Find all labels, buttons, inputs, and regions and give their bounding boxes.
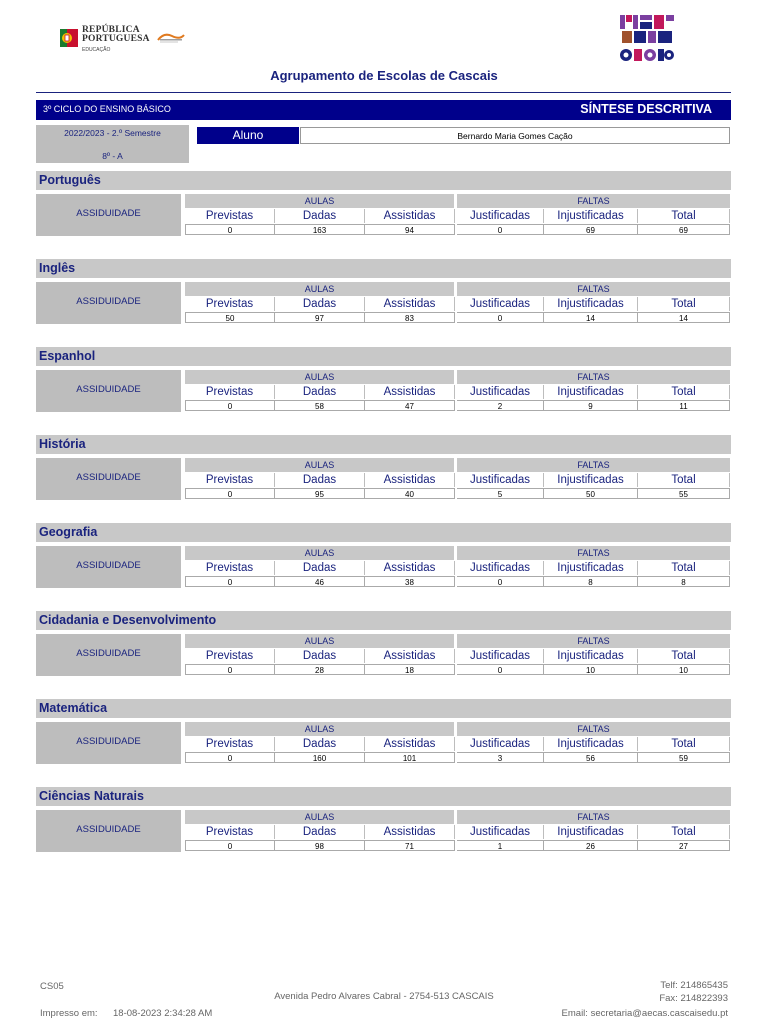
value-injustificadas: 56: [544, 752, 638, 763]
class-name: 8º - A: [102, 151, 123, 161]
subject-header: [36, 435, 731, 454]
value-justificadas: 1: [457, 840, 544, 851]
column-header-previstas: Previstas: [185, 473, 275, 487]
subject-header: [36, 699, 731, 718]
value-dadas: 163: [275, 224, 365, 235]
value-injustificadas: 69: [544, 224, 638, 235]
column-header-total: Total: [638, 737, 730, 751]
column-header-dadas: Dadas: [275, 825, 365, 839]
column-header-assistidas: Assistidas: [365, 649, 455, 663]
column-header-injustificadas: Injustificadas: [544, 385, 638, 399]
subject-name: História: [39, 437, 86, 451]
subject-header: [36, 347, 731, 366]
column-header-justificadas: Justificadas: [457, 649, 544, 663]
column-header-injustificadas: Injustificadas: [544, 209, 638, 223]
value-previstas: 50: [185, 312, 275, 323]
value-justificadas: 5: [457, 488, 544, 499]
school-phone: Telf: 214865435: [660, 980, 728, 991]
value-previstas: 0: [185, 752, 275, 763]
column-header-justificadas: Justificadas: [457, 825, 544, 839]
attendance-label-cell: [36, 282, 181, 324]
value-previstas: 0: [185, 840, 275, 851]
classes-group-header: AULAS: [185, 810, 454, 824]
value-justificadas: 0: [457, 312, 544, 323]
value-total: 59: [638, 752, 730, 763]
value-assistidas: 71: [365, 840, 455, 851]
attendance-label-cell: [36, 634, 181, 676]
printed-date: 18-08-2023 2:34:28 AM: [113, 1008, 213, 1019]
value-justificadas: 0: [457, 224, 544, 235]
column-header-dadas: Dadas: [275, 209, 365, 223]
partner-logo-icon: [156, 30, 186, 44]
value-injustificadas: 50: [544, 488, 638, 499]
value-injustificadas: 8: [544, 576, 638, 587]
attendance-label-cell: [36, 546, 181, 588]
column-header-previstas: Previstas: [185, 385, 275, 399]
value-justificadas: 0: [457, 664, 544, 675]
column-header-dadas: Dadas: [275, 561, 365, 575]
column-header-assistidas: Assistidas: [365, 385, 455, 399]
attendance-label: ASSIDUIDADE: [76, 208, 141, 219]
value-previstas: 0: [185, 488, 275, 499]
absences-group-header: FALTAS: [457, 194, 730, 208]
column-header-justificadas: Justificadas: [457, 561, 544, 575]
column-header-total: Total: [638, 649, 730, 663]
column-header-assistidas: Assistidas: [365, 737, 455, 751]
column-header-justificadas: Justificadas: [457, 473, 544, 487]
column-header-injustificadas: Injustificadas: [544, 561, 638, 575]
value-assistidas: 101: [365, 752, 455, 763]
value-dadas: 46: [275, 576, 365, 587]
value-previstas: 0: [185, 576, 275, 587]
value-dadas: 98: [275, 840, 365, 851]
value-assistidas: 83: [365, 312, 455, 323]
column-header-previstas: Previstas: [185, 297, 275, 311]
government-logo: [60, 25, 210, 57]
value-assistidas: 94: [365, 224, 455, 235]
value-dadas: 160: [275, 752, 365, 763]
value-total: 11: [638, 400, 730, 411]
value-justificadas: 3: [457, 752, 544, 763]
attendance-label: ASSIDUIDADE: [76, 736, 141, 747]
value-injustificadas: 10: [544, 664, 638, 675]
column-header-justificadas: Justificadas: [457, 385, 544, 399]
value-total: 55: [638, 488, 730, 499]
column-header-injustificadas: Injustificadas: [544, 649, 638, 663]
column-header-assistidas: Assistidas: [365, 209, 455, 223]
value-previstas: 0: [185, 664, 275, 675]
school-logo-icon: [618, 13, 676, 67]
column-header-assistidas: Assistidas: [365, 473, 455, 487]
column-header-assistidas: Assistidas: [365, 561, 455, 575]
classes-group-header: AULAS: [185, 722, 454, 736]
column-header-dadas: Dadas: [275, 649, 365, 663]
attendance-label: ASSIDUIDADE: [76, 560, 141, 571]
value-dadas: 97: [275, 312, 365, 323]
value-injustificadas: 9: [544, 400, 638, 411]
attendance-label-cell: [36, 370, 181, 412]
page-title: Agrupamento de Escolas de Cascais: [270, 68, 498, 83]
subject-name: Português: [39, 173, 101, 187]
absences-group-header: FALTAS: [457, 370, 730, 384]
column-header-dadas: Dadas: [275, 473, 365, 487]
value-dadas: 58: [275, 400, 365, 411]
ministry-label: EDUCAÇÃO: [82, 47, 111, 53]
subject-header: [36, 171, 731, 190]
school-level: 3º CICLO DO ENSINO BÁSICO: [43, 104, 171, 114]
column-header-justificadas: Justificadas: [457, 737, 544, 751]
value-justificadas: 2: [457, 400, 544, 411]
portuguese-emblem-icon: [60, 27, 78, 49]
printed-label: Impresso em:: [40, 1008, 98, 1019]
school-fax: Fax: 214822393: [659, 993, 728, 1004]
absences-group-header: FALTAS: [457, 546, 730, 560]
title-divider: [36, 92, 731, 93]
value-assistidas: 40: [365, 488, 455, 499]
report-header-bar: [36, 100, 731, 120]
attendance-label-cell: [36, 722, 181, 764]
subject-name: Inglês: [39, 261, 76, 275]
attendance-label: ASSIDUIDADE: [76, 648, 141, 659]
classes-group-header: AULAS: [185, 282, 454, 296]
subject-name: Espanhol: [39, 349, 96, 363]
absences-group-header: FALTAS: [457, 282, 730, 296]
column-header-previstas: Previstas: [185, 649, 275, 663]
value-total: 8: [638, 576, 730, 587]
absences-group-header: FALTAS: [457, 458, 730, 472]
column-header-dadas: Dadas: [275, 297, 365, 311]
value-total: 14: [638, 312, 730, 323]
period-info: [36, 125, 189, 163]
column-header-total: Total: [638, 825, 730, 839]
subject-header: [36, 611, 731, 630]
value-assistidas: 47: [365, 400, 455, 411]
classes-group-header: AULAS: [185, 634, 454, 648]
absences-group-header: FALTAS: [457, 634, 730, 648]
school-year: 2022/2023 - 2.º Semestre: [64, 128, 161, 138]
value-total: 10: [638, 664, 730, 675]
classes-group-header: AULAS: [185, 546, 454, 560]
value-injustificadas: 14: [544, 312, 638, 323]
value-injustificadas: 26: [544, 840, 638, 851]
column-header-injustificadas: Injustificadas: [544, 473, 638, 487]
subject-name: Cidadania e Desenvolvimento: [39, 613, 217, 627]
attendance-label-cell: [36, 810, 181, 852]
school-address: Avenida Pedro Alvares Cabral - 2754-513 CASCAIS: [274, 991, 494, 1002]
subject-name: Ciências Naturais: [39, 789, 144, 803]
classes-group-header: AULAS: [185, 370, 454, 384]
column-header-dadas: Dadas: [275, 385, 365, 399]
column-header-justificadas: Justificadas: [457, 209, 544, 223]
subject-header: [36, 259, 731, 278]
column-header-injustificadas: Injustificadas: [544, 737, 638, 751]
absences-group-header: FALTAS: [457, 722, 730, 736]
value-total: 69: [638, 224, 730, 235]
attendance-label-cell: [36, 194, 181, 236]
value-assistidas: 18: [365, 664, 455, 675]
column-header-previstas: Previstas: [185, 561, 275, 575]
classes-group-header: AULAS: [185, 458, 454, 472]
value-total: 27: [638, 840, 730, 851]
subject-name: Matemática: [39, 701, 108, 715]
government-name: REPÚBLICA PORTUGUESA: [82, 25, 150, 44]
attendance-label: ASSIDUIDADE: [76, 384, 141, 395]
student-label: Aluno: [197, 127, 299, 144]
report-type: SÍNTESE DESCRITIVA: [580, 102, 712, 116]
column-header-dadas: Dadas: [275, 737, 365, 751]
subject-header: [36, 523, 731, 542]
column-header-previstas: Previstas: [185, 209, 275, 223]
column-header-injustificadas: Injustificadas: [544, 825, 638, 839]
column-header-previstas: Previstas: [185, 737, 275, 751]
value-dadas: 95: [275, 488, 365, 499]
value-previstas: 0: [185, 400, 275, 411]
column-header-injustificadas: Injustificadas: [544, 297, 638, 311]
column-header-previstas: Previstas: [185, 825, 275, 839]
classes-group-header: AULAS: [185, 194, 454, 208]
value-dadas: 28: [275, 664, 365, 675]
column-header-total: Total: [638, 297, 730, 311]
column-header-total: Total: [638, 561, 730, 575]
column-header-assistidas: Assistidas: [365, 297, 455, 311]
column-header-total: Total: [638, 385, 730, 399]
attendance-label: ASSIDUIDADE: [76, 472, 141, 483]
student-name: Bernardo Maria Gomes Cação: [300, 127, 730, 144]
column-header-justificadas: Justificadas: [457, 297, 544, 311]
column-header-assistidas: Assistidas: [365, 825, 455, 839]
column-header-total: Total: [638, 473, 730, 487]
attendance-label-cell: [36, 458, 181, 500]
subject-header: [36, 787, 731, 806]
subject-name: Geografia: [39, 525, 98, 539]
value-assistidas: 38: [365, 576, 455, 587]
column-header-total: Total: [638, 209, 730, 223]
school-email: Email: secretaria@aecas.cascaisedu.pt: [561, 1008, 728, 1019]
document-code: CS05: [40, 981, 64, 992]
value-previstas: 0: [185, 224, 275, 235]
absences-group-header: FALTAS: [457, 810, 730, 824]
value-justificadas: 0: [457, 576, 544, 587]
attendance-label: ASSIDUIDADE: [76, 296, 141, 307]
attendance-label: ASSIDUIDADE: [76, 824, 141, 835]
